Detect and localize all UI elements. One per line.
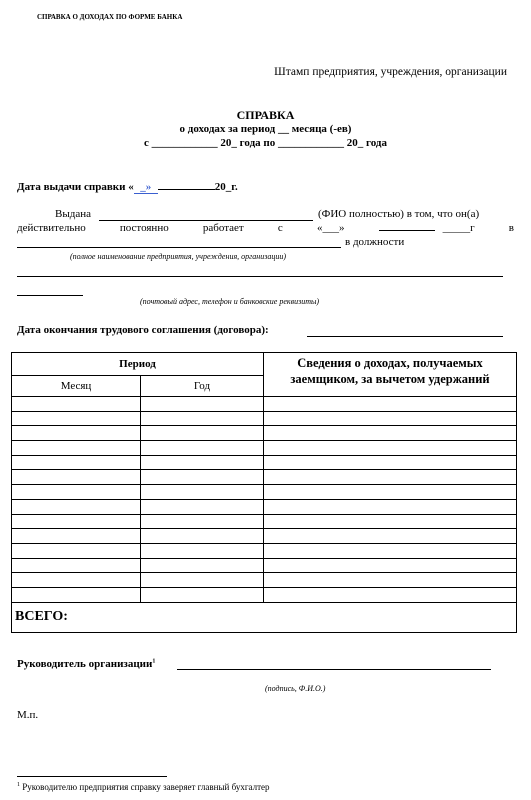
year-cell[interactable] (141, 485, 264, 500)
year-cell[interactable] (141, 587, 264, 602)
works-word-2: постоянно (119, 222, 169, 234)
table-row (12, 441, 517, 456)
income-rows (12, 397, 517, 603)
income-cell[interactable] (264, 543, 517, 558)
month-cell[interactable] (12, 529, 141, 544)
table-row (12, 470, 517, 485)
month-cell[interactable] (12, 543, 141, 558)
contract-end-label: Дата окончания трудового соглашения (договора): (17, 324, 269, 336)
table-row (12, 499, 517, 514)
footnote (17, 782, 270, 792)
income-cell[interactable] (264, 573, 517, 588)
works-word-4: с (277, 222, 283, 234)
table-row (12, 529, 517, 544)
year-cell[interactable] (141, 514, 264, 529)
signature-text: Руководитель организации (17, 658, 153, 670)
address-hint: (почтовый адрес, телефон и банковские реквизиты) (140, 297, 320, 306)
works-word-3: работает (202, 222, 244, 234)
issue-date-label (17, 181, 238, 194)
month-cell[interactable] (12, 558, 141, 573)
issue-date-prefix: Дата выдачи справки « (17, 181, 134, 193)
month-cell[interactable] (12, 587, 141, 602)
month-cell[interactable] (12, 485, 141, 500)
income-cell[interactable] (264, 514, 517, 529)
income-cell[interactable] (264, 558, 517, 573)
works-word-1: действительно (17, 222, 86, 234)
footnote-ref: 1 (152, 658, 156, 665)
month-cell[interactable] (12, 397, 141, 412)
issue-date-month-blank[interactable] (158, 189, 215, 190)
signature-hint: (подпись, Ф.И.О.) (265, 684, 326, 693)
month-cell[interactable] (12, 470, 141, 485)
month-cell[interactable] (12, 573, 141, 588)
form-label: СПРАВКА О ДОХОДАХ ПО ФОРМЕ БАНКА (37, 13, 183, 21)
table-row (12, 426, 517, 441)
month-cell[interactable] (12, 455, 141, 470)
month-cell[interactable] (12, 411, 141, 426)
address-field-2[interactable] (17, 295, 83, 296)
issued-to-label: Выдана (55, 208, 91, 220)
address-field-1[interactable] (17, 276, 503, 277)
income-cell[interactable] (264, 587, 517, 602)
year-cell[interactable] (141, 411, 264, 426)
income-cell[interactable] (264, 397, 517, 412)
seal-place: М.п. (17, 709, 39, 721)
income-cell[interactable] (264, 499, 517, 514)
title-line-1: СПРАВКА (236, 108, 295, 122)
income-cell[interactable] (264, 411, 517, 426)
title-line-2: о доходах за период __ месяца (-ев) (179, 123, 352, 135)
footnote-divider (17, 776, 167, 777)
income-table (11, 352, 517, 633)
footnote-text: Руководителю предприятия справку заверяет главный бухгалтер (22, 782, 270, 792)
title-line-3: с ____________ 20_ года по ____________ 20_ года (144, 137, 387, 149)
income-cell[interactable] (264, 455, 517, 470)
works-line (17, 222, 514, 234)
table-row (12, 573, 517, 588)
year-cell[interactable] (141, 470, 264, 485)
fio-note: (ФИО полностью) в том, что он(а) (318, 208, 480, 220)
month-cell[interactable] (12, 499, 141, 514)
position-label: в должности (345, 236, 405, 248)
income-cell[interactable] (264, 426, 517, 441)
period-header: Период (12, 353, 264, 376)
table-row (12, 587, 517, 602)
year-cell[interactable] (141, 573, 264, 588)
month-header: Месяц (12, 376, 141, 397)
income-cell[interactable] (264, 485, 517, 500)
income-header: Сведения о доходах, получаемых заемщиком, за вычетом удержаний (264, 353, 517, 397)
income-cell[interactable] (264, 441, 517, 456)
organization-field[interactable] (17, 247, 341, 248)
income-cell[interactable] (264, 470, 517, 485)
table-row (12, 558, 517, 573)
document-title (0, 108, 531, 150)
year-header: Год (141, 376, 264, 397)
year-cell[interactable] (141, 543, 264, 558)
table-row (12, 411, 517, 426)
table-row (12, 543, 517, 558)
month-cell[interactable] (12, 426, 141, 441)
signature-label (17, 658, 155, 670)
issue-date-day[interactable]: _» (134, 181, 158, 194)
table-row (12, 455, 517, 470)
year-cell[interactable] (141, 426, 264, 441)
footnote-mark: 1 (17, 782, 20, 788)
works-word-in: в (508, 222, 514, 234)
contract-end-field[interactable] (307, 336, 503, 337)
year-cell[interactable] (141, 499, 264, 514)
table-row (12, 397, 517, 412)
issue-date-year: 20_г. (214, 181, 238, 193)
table-row (12, 514, 517, 529)
year-cell[interactable] (141, 455, 264, 470)
organization-hint: (полное наименование предприятия, учреждения, организации) (70, 252, 287, 261)
signature-field[interactable] (177, 669, 491, 670)
month-cell[interactable] (12, 514, 141, 529)
total-row: ВСЕГО: (12, 602, 517, 632)
year-cell[interactable] (141, 397, 264, 412)
table-row (12, 485, 517, 500)
works-start-day: «___» (316, 222, 345, 234)
year-cell[interactable] (141, 558, 264, 573)
year-cell[interactable] (141, 441, 264, 456)
works-month-blank[interactable] (379, 230, 435, 231)
year-cell[interactable] (141, 529, 264, 544)
month-cell[interactable] (12, 441, 141, 456)
works-start-year: _____г (379, 222, 475, 234)
income-cell[interactable] (264, 529, 517, 544)
fio-field[interactable] (99, 220, 313, 221)
stamp-text: Штамп предприятия, учреждения, организации (274, 66, 507, 78)
